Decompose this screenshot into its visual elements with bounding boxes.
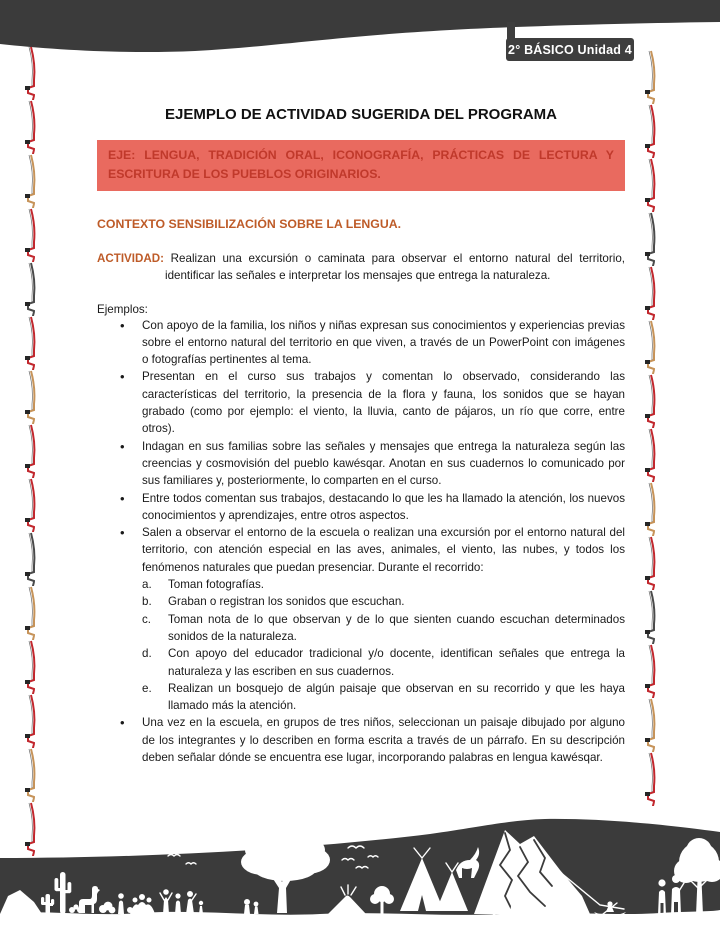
andean-zigzag-border-right-icon	[644, 50, 660, 808]
examples-heading: Ejemplos:	[97, 302, 148, 316]
step-item: Toman nota de lo que observan y de lo que sienten cuando escuchan determinados sonidos de la naturaleza.	[168, 612, 625, 643]
list-item: • Con apoyo de la familia, los niños y niñas expresan sus conocimientos y experiencias previas sobre el entorno natural del territorio en que viven, a través de un PowerPoint con imágenes o fotografías pertinentes al tema.	[142, 317, 625, 369]
unit-badge-label: 2° BÁSICO Unidad 4	[508, 42, 632, 57]
list-item: • Indagan en sus familias sobre las señales y mensajes que entrega la naturaleza según las creencias y cosmovisión del pueblo kawésqar. Anotan en sus cuadernos lo comunicado por sus familiares y, posteriormente, lo comparten en el curso.	[142, 438, 625, 490]
activity-text: Realizan una excursión o caminata para observar el entorno natural del territorio, identificar las señales e interpretar los mensajes que entrega la naturaleza.	[165, 252, 625, 283]
landscape-silhouette-footer	[0, 810, 720, 932]
step-item: Realizan un bosquejo de algún paisaje que observan en su recorrido y que les haya llamado más la atención.	[168, 681, 625, 713]
activity-label: ACTIVIDAD:	[97, 252, 164, 265]
eje-banner: EJE: LENGUA, TRADICIÓN ORAL, ICONOGRAFÍA, PRÁCTICAS DE LECTURA Y ESCRITURA DE LOS PUEBLOS ORIGINARIOS.	[97, 140, 625, 191]
step-item: Graban o registran los sonidos que escuchan.	[168, 595, 405, 609]
activity-paragraph	[97, 250, 625, 285]
page-title: EJEMPLO DE ACTIVIDAD SUGERIDA DEL PROGRAMA	[165, 106, 557, 123]
list-item: • Entre todos comentan sus trabajos, destacando lo que les ha llamado la atención, los nuevos conocimientos y aprendizajes, entre otros aspectos.	[142, 490, 625, 525]
context-heading: CONTEXTO SENSIBILIZACIÓN SOBRE LA LENGUA.	[97, 217, 402, 231]
example-list	[97, 317, 625, 767]
content-column	[97, 106, 625, 766]
list-item	[142, 524, 625, 714]
unit-badge	[506, 38, 634, 61]
step-item: Con apoyo del educador tradicional y/o docente, identifican señales que entrega la naturaleza y las escriben en sus cuadernos.	[168, 647, 625, 678]
list-item-text: Salen a observar el entorno de la escuela o realizan una excursión por el entorno natural del territorio, con atención especial en las aves, animales, el viento, las nubes, y todos los fenómenos naturales que puedan presenciar. Durante el recorrido:	[142, 526, 625, 574]
andean-zigzag-border-left-icon	[24, 46, 40, 858]
list-item: • Una vez en la escuela, en grupos de tres niños, seleccionan un paisaje dibujado por alguno de los integrantes y lo describen en forma escrita a través de un párrafo. En su descripción deben señalar dónde se encuentra ese lugar, incorporando palabras en lengua kawésqar.	[142, 714, 625, 766]
step-list	[142, 576, 625, 714]
step-item: Toman fotografías.	[168, 578, 265, 592]
list-item: • Presentan en el curso sus trabajos y comentan lo observado, considerando las características del territorio, la presencia de la flora y fauna, los sonidos que se hayan grabado (como por ejemplo: el viento, la lluvia, canto de pájaros, un río que corre, entre otros).	[142, 368, 625, 437]
